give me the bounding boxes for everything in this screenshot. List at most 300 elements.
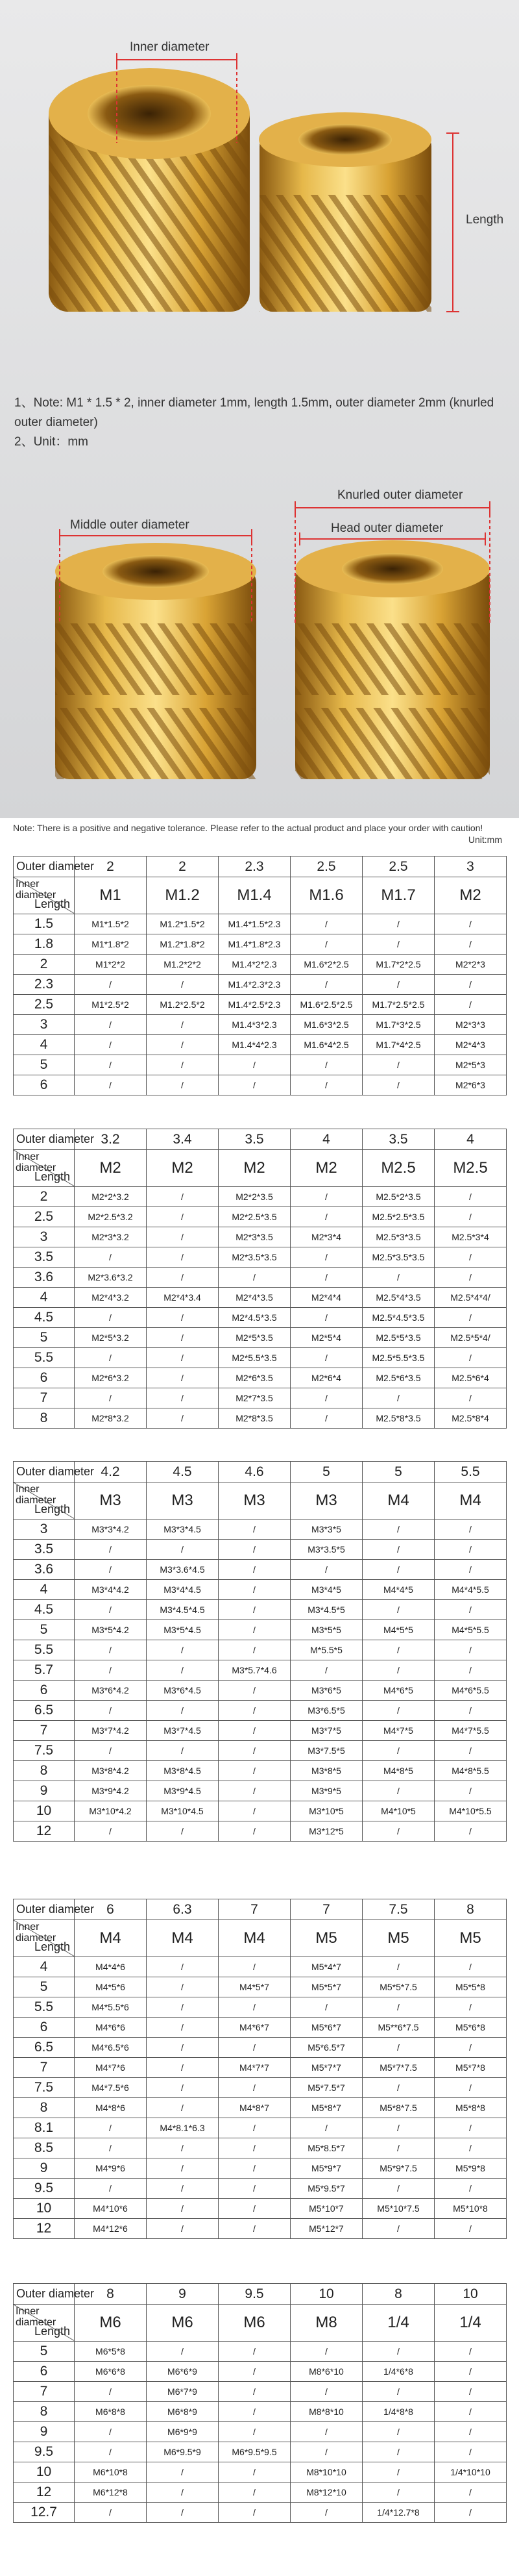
part-number: M5*7*7.5	[363, 2058, 435, 2078]
part-number: /	[435, 1268, 507, 1288]
part-number: M4*5*7	[219, 1977, 291, 1997]
part-number: M5*8*8	[435, 2098, 507, 2118]
part-number: /	[147, 1977, 219, 1997]
part-number: M3*9*4.2	[75, 1781, 147, 1801]
part-number: M2*5*4	[291, 1328, 363, 1348]
part-number: /	[363, 2118, 435, 2138]
tolerance-warning	[13, 822, 506, 845]
part-number: /	[147, 1075, 219, 1095]
length-value: 5	[14, 1055, 75, 1075]
table-row	[14, 2179, 507, 2199]
table-row	[14, 914, 507, 934]
table-row	[14, 2078, 507, 2098]
length-value: 8.5	[14, 2138, 75, 2158]
part-number: /	[291, 2382, 363, 2402]
part-number: /	[291, 914, 363, 934]
part-number: M4*5*6	[75, 1977, 147, 1997]
length-value: 5	[14, 1328, 75, 1348]
part-number: /	[363, 1701, 435, 1721]
part-number: M5*9*7.5	[363, 2158, 435, 2179]
table-row	[14, 2118, 507, 2138]
part-number: M2*3*3	[435, 1015, 507, 1035]
part-number: /	[75, 1035, 147, 1055]
part-number: M3*7*5	[291, 1721, 363, 1741]
part-number: /	[363, 1519, 435, 1540]
part-number: /	[435, 1957, 507, 1977]
part-number: M4*12*6	[75, 2219, 147, 2239]
part-number: /	[363, 1640, 435, 1660]
spec-table-3	[13, 1461, 506, 1842]
part-number: M4*8*6	[75, 2098, 147, 2118]
part-number: /	[147, 1348, 219, 1368]
part-number: /	[435, 2342, 507, 2362]
part-number: /	[291, 1055, 363, 1075]
part-number: /	[219, 2158, 291, 2179]
inner-diameter-value: M2	[147, 1150, 219, 1187]
inner-diameter-value: M6	[75, 2305, 147, 2342]
part-number: M1.7*2*2.5	[363, 955, 435, 975]
part-number: M5**6*7.5	[363, 2018, 435, 2038]
length-value: 4	[14, 1288, 75, 1308]
table-row	[14, 2018, 507, 2038]
length-value: 6	[14, 1075, 75, 1095]
part-number: /	[435, 2038, 507, 2058]
inner-diameter-value: 1/4	[435, 2305, 507, 2342]
inner-diameter-header: Inner diameter	[16, 879, 56, 901]
part-number: M2*4*4	[291, 1288, 363, 1308]
table-row	[14, 1368, 507, 1388]
part-number: /	[219, 2382, 291, 2402]
part-number: /	[363, 2219, 435, 2239]
length-value: 2.3	[14, 975, 75, 995]
part-number: /	[435, 2138, 507, 2158]
part-number: /	[75, 1247, 147, 1268]
table-row	[14, 2482, 507, 2503]
part-number: /	[291, 1308, 363, 1328]
part-number: /	[147, 2199, 219, 2219]
insert-side-view	[259, 112, 431, 312]
part-number: /	[219, 1721, 291, 1741]
table-row	[14, 1207, 507, 1227]
part-number: /	[219, 1761, 291, 1781]
length-value: 2.5	[14, 995, 75, 1015]
part-number: /	[219, 1640, 291, 1660]
table-row	[14, 1701, 507, 1721]
length-value: 7	[14, 2058, 75, 2078]
outer-diameter-value: 9	[147, 2284, 219, 2305]
part-number: /	[435, 1741, 507, 1761]
part-number: /	[435, 1997, 507, 2018]
part-number: M3*7.5*5	[291, 1741, 363, 1761]
part-number: M3*10*4.5	[147, 1801, 219, 1821]
table-row	[14, 1821, 507, 1842]
part-number: /	[147, 1227, 219, 1247]
part-number: /	[363, 1997, 435, 2018]
inner-diameter-value: M3	[147, 1482, 219, 1519]
part-number: /	[363, 1388, 435, 1408]
part-number: /	[435, 2503, 507, 2523]
part-number: /	[435, 1348, 507, 1368]
table-row	[14, 1388, 507, 1408]
inner-diameter-value: 1/4	[363, 2305, 435, 2342]
part-number: /	[147, 2482, 219, 2503]
part-number: /	[363, 934, 435, 955]
part-number: M4*6*5.5	[435, 1681, 507, 1701]
outer-diameter-value: 5	[363, 1462, 435, 1482]
inner-diameter-value: M2	[75, 1150, 147, 1187]
part-number: /	[291, 1268, 363, 1288]
part-number: /	[75, 1388, 147, 1408]
part-number: M3*5*4.2	[75, 1620, 147, 1640]
length-value: 12	[14, 1821, 75, 1842]
part-number: M1.2*2*2	[147, 955, 219, 975]
length-value: 4.5	[14, 1308, 75, 1328]
table-row	[14, 2158, 507, 2179]
inner-length-header	[14, 877, 75, 914]
part-number: /	[75, 1075, 147, 1095]
part-number: /	[435, 1207, 507, 1227]
part-number: M3*3.5*5	[291, 1540, 363, 1560]
part-number: M2*3*3.2	[75, 1227, 147, 1247]
part-number: M4*7*5	[363, 1721, 435, 1741]
part-number: /	[435, 1701, 507, 1721]
part-number: M3*12*5	[291, 1821, 363, 1842]
inner-diameter-value: M5	[363, 1920, 435, 1957]
inner-diameter-value: M1.2	[147, 877, 219, 914]
part-number: M6*9*9	[147, 2422, 219, 2442]
part-number: M1.2*2.5*2	[147, 995, 219, 1015]
part-number: M2.5*8*3.5	[363, 1408, 435, 1429]
part-number: /	[435, 1519, 507, 1540]
table-row	[14, 2462, 507, 2482]
part-number: /	[147, 2342, 219, 2362]
insert-front-view	[49, 68, 250, 312]
length-value: 4	[14, 1580, 75, 1600]
inner-diameter-value: M4	[219, 1920, 291, 1957]
outer-diameter-header: Outer diameter	[14, 1129, 75, 1150]
part-number: M3*3*5	[291, 1519, 363, 1540]
part-number: M2*5*3.2	[75, 1328, 147, 1348]
outer-diameter-value: 4.6	[219, 1462, 291, 1482]
length-value: 3	[14, 1227, 75, 1247]
part-number: M2*4.5*3.5	[219, 1308, 291, 1328]
length-value: 10	[14, 2199, 75, 2219]
part-number: /	[147, 1328, 219, 1348]
part-number: /	[147, 1821, 219, 1842]
inner-diameter-value: M5	[291, 1920, 363, 1957]
part-number: /	[75, 1821, 147, 1842]
table-row	[14, 1328, 507, 1348]
part-number: /	[363, 1560, 435, 1580]
table-row	[14, 1761, 507, 1781]
table-row	[14, 2219, 507, 2239]
part-number: /	[75, 2179, 147, 2199]
part-number: M8*10*10	[291, 2462, 363, 2482]
inner-diameter-value: M3	[291, 1482, 363, 1519]
part-number: M1.2*1.8*2	[147, 934, 219, 955]
part-number: /	[291, 1348, 363, 1368]
part-number: /	[219, 1701, 291, 1721]
table-row	[14, 2058, 507, 2078]
inner-diameter-value: M4	[435, 1482, 507, 1519]
part-number: 1/4*6*8	[363, 2362, 435, 2382]
table-row	[14, 1519, 507, 1540]
part-number: /	[291, 2503, 363, 2523]
part-number: /	[291, 1388, 363, 1408]
table-row	[14, 1640, 507, 1660]
length-value: 4	[14, 1957, 75, 1977]
part-number: /	[435, 1540, 507, 1560]
inner-diameter-value: M1.7	[363, 877, 435, 914]
outer-diameter-value: 7	[219, 1899, 291, 1920]
part-number: /	[435, 1247, 507, 1268]
inner-diameter-value: M4	[75, 1920, 147, 1957]
part-number: /	[147, 1368, 219, 1388]
part-number: /	[435, 2402, 507, 2422]
outer-diameter-value: 2.5	[291, 857, 363, 877]
part-number: /	[147, 1268, 219, 1288]
length-value: 7	[14, 2382, 75, 2402]
part-number: /	[363, 2462, 435, 2482]
part-number: M4*5*5.5	[435, 1620, 507, 1640]
part-number: M2.5*2.5*3.5	[363, 1207, 435, 1227]
table-row	[14, 975, 507, 995]
table-row	[14, 1035, 507, 1055]
table-row	[14, 1348, 507, 1368]
part-number: M2*3*4	[291, 1227, 363, 1247]
part-number: M2*4*3.4	[147, 1288, 219, 1308]
part-number: /	[435, 1560, 507, 1580]
part-number: /	[219, 2402, 291, 2422]
part-number: M8*6*10	[291, 2362, 363, 2382]
part-number: /	[291, 2118, 363, 2138]
part-number: /	[75, 1701, 147, 1721]
outer-diameter-value: 2	[75, 857, 147, 877]
part-number: M5*10*7.5	[363, 2199, 435, 2219]
part-number: /	[147, 1660, 219, 1681]
part-number: M5*6.5*7	[291, 2038, 363, 2058]
length-value: 6	[14, 1681, 75, 1701]
table-row	[14, 1801, 507, 1821]
part-number: M6*10*8	[75, 2462, 147, 2482]
part-number: M1*1.8*2	[75, 934, 147, 955]
length-value: 1.5	[14, 914, 75, 934]
length-value: 6	[14, 2362, 75, 2382]
part-number: M1.4*1.5*2.3	[219, 914, 291, 934]
length-value: 7.5	[14, 2078, 75, 2098]
unit-label: Unit:mm	[468, 834, 502, 845]
inner-diameter-value: M2.5	[363, 1150, 435, 1187]
length-value: 8	[14, 1408, 75, 1429]
part-number: /	[363, 975, 435, 995]
length-value: 8	[14, 2402, 75, 2422]
part-number: /	[75, 1540, 147, 1560]
part-number: /	[363, 1821, 435, 1842]
part-number: /	[75, 2503, 147, 2523]
inner-diameter-value: M4	[147, 1920, 219, 1957]
part-number: /	[363, 2482, 435, 2503]
length-value: 12	[14, 2219, 75, 2239]
length-header: Length	[34, 897, 70, 910]
inner-diameter-header: Inner diameter	[16, 2306, 56, 2328]
part-number: /	[219, 2118, 291, 2138]
outer-diameter-value: 3	[435, 857, 507, 877]
part-number: M2*2.5*3.5	[219, 1207, 291, 1227]
table-row	[14, 1288, 507, 1308]
inner-diameter-value: M6	[219, 2305, 291, 2342]
part-number: M2*5*3.5	[219, 1328, 291, 1348]
part-number: M3*6*4.2	[75, 1681, 147, 1701]
length-value: 3.6	[14, 1560, 75, 1580]
part-number: /	[147, 2138, 219, 2158]
part-number: M1.4*2.5*2.3	[219, 995, 291, 1015]
part-number: M6*8*9	[147, 2402, 219, 2422]
note-line-1: 1、Note: M1 * 1.5 * 2, inner diameter 1mm, length 1.5mm, outer diameter 2mm (knurled outer diameter)	[14, 396, 494, 429]
part-number: /	[363, 1741, 435, 1761]
part-number: M1.4*2.3*2.3	[219, 975, 291, 995]
part-number: M5*12*7	[291, 2219, 363, 2239]
part-number: M8*8*10	[291, 2402, 363, 2422]
part-number: /	[75, 1348, 147, 1368]
part-number: M2*5*3	[435, 1055, 507, 1075]
part-number: M5*8.5*7	[291, 2138, 363, 2158]
part-number: /	[435, 1640, 507, 1660]
part-number: M2*2*3.2	[75, 1187, 147, 1207]
label-knurled-outer-diameter: Knurled outer diameter	[337, 488, 463, 502]
outer-diameter-value: 4	[291, 1129, 363, 1150]
part-number: M3*7*4.2	[75, 1721, 147, 1741]
part-number: /	[363, 2442, 435, 2462]
part-number: /	[435, 2219, 507, 2239]
table-row	[14, 995, 507, 1015]
part-number: M1*2.5*2	[75, 995, 147, 1015]
part-number: /	[363, 1957, 435, 1977]
inner-diameter-value: M2	[219, 1150, 291, 1187]
part-number: M4*10*5.5	[435, 1801, 507, 1821]
part-number: /	[363, 2078, 435, 2098]
inner-length-header	[14, 1920, 75, 1957]
part-number: M4*10*6	[75, 2199, 147, 2219]
part-number: M3*4*4.5	[147, 1580, 219, 1600]
table-row	[14, 1620, 507, 1640]
outer-diameter-header: Outer diameter	[14, 1462, 75, 1482]
part-number: M2*3*3.5	[219, 1227, 291, 1247]
part-number: M4*7*5.5	[435, 1721, 507, 1741]
part-number: /	[435, 2382, 507, 2402]
part-number: M4*7*7	[219, 2058, 291, 2078]
table-row	[14, 1681, 507, 1701]
length-value: 5.5	[14, 1640, 75, 1660]
table-row	[14, 1055, 507, 1075]
part-number: M3*4.5*4.5	[147, 1600, 219, 1620]
length-value: 6.5	[14, 1701, 75, 1721]
part-number: /	[147, 1408, 219, 1429]
part-number: /	[147, 2098, 219, 2118]
part-number: /	[219, 2199, 291, 2219]
part-number: M*5.5*5	[291, 1640, 363, 1660]
part-number: /	[291, 2422, 363, 2442]
table-row	[14, 2138, 507, 2158]
part-number: /	[75, 2422, 147, 2442]
outer-diameter-header: Outer diameter	[14, 1899, 75, 1920]
part-number: M1.7*3*2.5	[363, 1015, 435, 1035]
length-value: 2.5	[14, 1207, 75, 1227]
part-number: M2.5*2*3.5	[363, 1187, 435, 1207]
length-value: 1.8	[14, 934, 75, 955]
table-row	[14, 1408, 507, 1429]
inner-diameter-value: M3	[75, 1482, 147, 1519]
part-number: M2.5*4.5*3.5	[363, 1308, 435, 1328]
part-number: /	[435, 2078, 507, 2098]
part-number: /	[219, 1957, 291, 1977]
part-number: /	[75, 2118, 147, 2138]
length-value: 10	[14, 1801, 75, 1821]
part-number: /	[219, 1540, 291, 1560]
part-number: M2.5*3*3.5	[363, 1227, 435, 1247]
part-number: M4*5.5*6	[75, 1997, 147, 2018]
table-row	[14, 955, 507, 975]
part-number: /	[75, 1741, 147, 1761]
part-number: M3*4*4.2	[75, 1580, 147, 1600]
table-row	[14, 2442, 507, 2462]
part-number: /	[147, 2078, 219, 2098]
part-number: /	[75, 1015, 147, 1035]
part-number: M5*5*7	[291, 1977, 363, 1997]
length-value: 7	[14, 1388, 75, 1408]
part-number: M1.7*4*2.5	[363, 1035, 435, 1055]
label-middle-outer-diameter: Middle outer diameter	[70, 518, 189, 532]
part-number: M2.5*8*4	[435, 1408, 507, 1429]
part-number: /	[219, 2179, 291, 2199]
part-number: /	[291, 934, 363, 955]
inner-diameter-value: M4	[363, 1482, 435, 1519]
part-number: /	[219, 2342, 291, 2362]
outer-diameter-value: 3.5	[219, 1129, 291, 1150]
inner-length-header	[14, 1150, 75, 1187]
part-number: M3*10*5	[291, 1801, 363, 1821]
part-number: M3*5*4.5	[147, 1620, 219, 1640]
part-number: /	[147, 2158, 219, 2179]
part-number: 1/4*8*8	[363, 2402, 435, 2422]
part-number: M5*6*7	[291, 2018, 363, 2038]
part-number: 1/4*10*10	[435, 2462, 507, 2482]
part-number: M4*7.5*6	[75, 2078, 147, 2098]
part-number: /	[147, 2179, 219, 2199]
part-number: M5*8*7.5	[363, 2098, 435, 2118]
part-number: M3*6*4.5	[147, 1681, 219, 1701]
part-number: /	[147, 1207, 219, 1227]
part-number: /	[219, 2038, 291, 2058]
part-number: /	[147, 1187, 219, 1207]
part-number: /	[435, 1660, 507, 1681]
length-value: 10	[14, 2462, 75, 2482]
part-number: /	[219, 1055, 291, 1075]
table-row	[14, 1977, 507, 1997]
inner-diameter-header: Inner diameter	[16, 1151, 56, 1173]
part-number: /	[75, 1055, 147, 1075]
dimension-note	[14, 394, 507, 452]
note-line-2: 2、Unit：mm	[14, 435, 89, 449]
part-number: /	[363, 1268, 435, 1288]
part-number: /	[363, 2382, 435, 2402]
part-number: M1.2*1.5*2	[147, 914, 219, 934]
table-row	[14, 1580, 507, 1600]
part-number: M3*9*5	[291, 1781, 363, 1801]
part-number: /	[219, 1741, 291, 1761]
length-value: 6	[14, 1368, 75, 1388]
part-number: M2.5*5*3.5	[363, 1328, 435, 1348]
part-number: /	[219, 2462, 291, 2482]
